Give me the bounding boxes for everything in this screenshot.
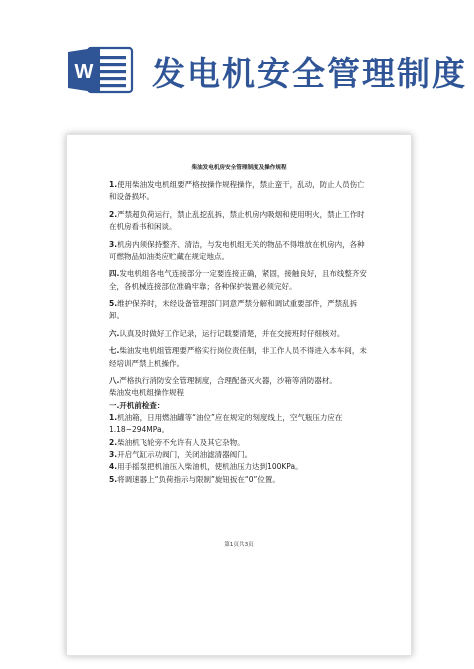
rule-paragraph: 八.严格执行消防安全管理制度，合理配备灭火器，沙箱等消防器材。	[109, 376, 337, 386]
word-document-icon	[66, 44, 134, 96]
page-footer: 第1页共3页	[224, 542, 254, 548]
document-title: 柴油发电机房安全管理制度及操作规程	[191, 165, 287, 171]
rule-paragraph: 七.柴油发电机组管理要严格实行岗位责任制，非工作人员不得进入本车间，未经培训严禁上机操作。	[109, 346, 367, 368]
check-item: 1.机油箱，日用燃油罐等“油位”应在规定的刻度线上，空气瓶压力应在1.18~294MPa。	[109, 413, 343, 435]
rule-paragraph: 1.使用柴油发电机组要严格按操作规程操作，禁止蛮干，乱动，防止人员伤亡和设备损坏。	[109, 180, 365, 202]
procedure-subtitle: 柴油发电机组操作规程	[109, 388, 184, 398]
check-item: 4.用手摇泵把机油压入柴油机，使机油压力达到100KPa。	[109, 462, 303, 472]
rule-paragraph: 2.严禁超负荷运行，禁止乱挖乱拆，禁止机房内吸烟和使用明火，禁止工作时在机房看书和闲谈。	[109, 209, 365, 232]
check-item: 5.将调速器上“负荷指示与限制”旋钮扳在“0”位置。	[109, 474, 280, 484]
rule-paragraph: 3.机房内须保持整齐、清洁，与发电机组无关的物品不得堆放在机房内，各种可燃物品如油类应贮藏在规定地点。	[109, 239, 365, 261]
logo-letter: W	[74, 61, 94, 83]
rule-paragraph: 六.认真及时做好工作记录，运行记载要清楚，并在交接班时仔细核对。	[109, 328, 345, 338]
check-item: 2.柴油机飞轮旁不允许有人及其它杂物。	[109, 437, 245, 447]
banner-title: 发电机安全管理制度	[152, 54, 467, 93]
document-page	[66, 134, 412, 656]
document-body	[109, 179, 371, 486]
rule-paragraph: 四.发电机组各电气连接部分一定要连接正确，紧固，接触良好，且布线整齐安全，各机械连接部位准确牢靠；各种保护装置必须完好。	[109, 269, 367, 291]
check-item: 3.开启气缸示功阀门，关闭油滤清器阀门。	[109, 449, 253, 459]
section-heading: 一.开机前检查：	[109, 400, 165, 410]
banner	[0, 0, 474, 130]
rule-paragraph: 5.维护保养时，未经设备管理部门同意严禁分解和调试重要部件，严禁乱拆卸。	[109, 299, 358, 321]
